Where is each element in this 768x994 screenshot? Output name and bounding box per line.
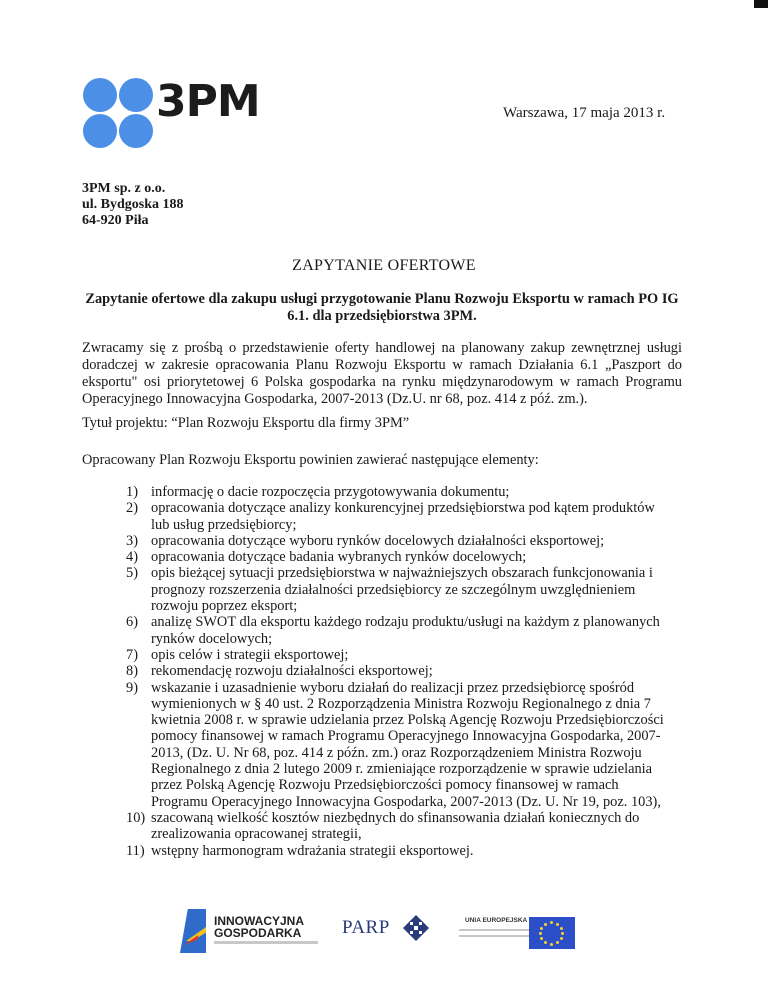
subject-heading [82, 291, 682, 325]
item-number: 5) [126, 565, 138, 582]
project-title: Tytuł projektu: “Plan Rozwoju Eksportu dla firmy 3PM” [82, 415, 410, 431]
ig-flag-icon [180, 909, 206, 953]
item-text: opracowania dotyczące analizy konkurencyjnej przedsiębiorstwa pod kątem produktów lub usług przedsiębiorcy; [151, 500, 655, 533]
list-item [126, 614, 666, 647]
item-text: opis bieżącej sytuacji przedsiębiorstwa w najważniejszych obszarach funkcjonowania i prognozy rozszerzenia działalności przedsiębiorcy ze szczególnym uwzględnieniem rozwoju poprzez eksport; [151, 565, 653, 615]
ig-logo-text [214, 915, 304, 939]
eu-small-print [459, 929, 529, 931]
item-number: 9) [126, 679, 138, 696]
item-text: informację o dacie rozpoczęcia przygotowywania dokumentu; [151, 484, 510, 500]
parp-arrows-icon [401, 913, 431, 943]
item-number: 10) [126, 809, 146, 826]
company-logo [83, 78, 283, 158]
eu-label: UNIA EUROPEJSKA [465, 917, 528, 924]
list-item [126, 549, 666, 565]
logo-dot [83, 78, 117, 112]
subject-line: 6.1. dla przedsiębiorstwa 3PM. [287, 308, 477, 324]
list-item [126, 484, 666, 500]
address-line: 64-920 Piła [82, 213, 149, 228]
eu-flag-icon [529, 917, 575, 949]
item-text: rekomendację rozwoju działalności eksportowej; [151, 663, 433, 680]
list-intro: Opracowany Plan Rozwoju Eksportu powinien zawierać następujące elementy: [82, 452, 539, 468]
list-item [126, 810, 666, 843]
item-text: analizę SWOT dla eksportu każdego rodzaju produktu/usługi na każdym z planowanych rynków docelowych; [151, 614, 660, 647]
ig-small-print [214, 941, 318, 944]
item-text: opis celów i strategii eksportowej; [151, 646, 349, 663]
address-line: 3PM sp. z o.o. [82, 181, 166, 196]
list-item [126, 680, 666, 810]
logo-text: 3PM [156, 76, 260, 127]
list-item [126, 663, 666, 679]
sender-address [82, 181, 184, 229]
subject-line: Zapytanie ofertowe dla zakupu usługi przygotowanie Planu Rozwoju Eksportu w ramach PO IG [85, 291, 679, 307]
address-line: ul. Bydgoska 188 [82, 197, 184, 212]
item-text: wstępny harmonogram wdrażania strategii eksportowej. [151, 842, 474, 859]
list-item [126, 647, 666, 663]
item-text: szacowaną wielkość kosztów niezbędnych do sfinansowania działań koniecznych do zrealizowania opracowanej strategii, [151, 809, 640, 843]
item-number: 11) [126, 842, 145, 859]
footer-logos [0, 905, 768, 975]
item-number: 7) [126, 646, 138, 663]
item-text: wskazanie i uzasadnienie wyboru działań do realizacji przez przedsiębiorcę spośród wymienionych w § 40 ust. 2 Rozporządzenia Ministra Rozwoju Regionalnego z dnia 7 kwietnia 2008 r. w sprawie udzielania przez Polską Agencję Rozwoju Przedsiębiorczości pomocy finansowej w ramach Programu Operacyjnego Innowacyjna Gospodarka, 2007-2013, (Dz. U. Nr 68, poz. 414 z późn. zm.) oraz Rozporządzeniem Ministra Rozwoju Regionalnego z dnia 2 lutego 2009 r. zmieniające rozporządzenie w sprawie udzielania przez Polską Agencję Rozwoju Przedsiębiorczości pomocy finansowej w ramach Programu Operacyjnego Innowacyjna Gospodarka, 2007-2013 (Dz. U. Nr 19, poz. 103), [151, 679, 664, 810]
ig-logo-line: GOSPODARKA [214, 926, 302, 940]
list-item [126, 565, 666, 614]
ig-logo-line: INNOWACYJNA [214, 914, 305, 928]
letter-date: Warszawa, 17 maja 2013 r. [503, 105, 666, 121]
item-number: 3) [126, 532, 138, 549]
item-number: 6) [126, 614, 138, 631]
item-text: opracowania dotyczące badania wybranych rynków docelowych; [151, 549, 527, 566]
logo-dot [83, 114, 117, 148]
logo-dot [119, 114, 153, 148]
corner-scan-mark [754, 0, 768, 8]
item-number: 8) [126, 663, 138, 680]
item-number: 2) [126, 500, 138, 517]
item-number: 1) [126, 484, 138, 500]
intro-paragraph: Zwracamy się z prośbą o przedstawienie oferty handlowej na planowany zakup zewnętrznej usługi doradczej w zakresie opracowania Planu Rozwoju Eksportu w ramach Działania 6.1 „Paszport do eksportu" osi priorytetowej 6 Polska gospodarka na rynku międzynarodowym w ramach Programu Operacyjnego Innowacyjna Gospodarka, 2007-2013 (Dz.U. nr 68, poz. 414 z póź. zm.). [82, 340, 682, 407]
item-text: opracowania dotyczące wyboru rynków docelowych działalności eksportowej; [151, 532, 605, 549]
requirements-list [126, 484, 666, 859]
document-title: ZAPYTANIE OFERTOWE [292, 257, 476, 274]
parp-logo-text: PARP [342, 917, 390, 938]
list-item [126, 533, 666, 549]
list-item [126, 500, 666, 533]
list-item [126, 843, 666, 859]
item-number: 4) [126, 549, 138, 566]
eu-small-print [459, 935, 529, 937]
logo-dot [119, 78, 153, 112]
